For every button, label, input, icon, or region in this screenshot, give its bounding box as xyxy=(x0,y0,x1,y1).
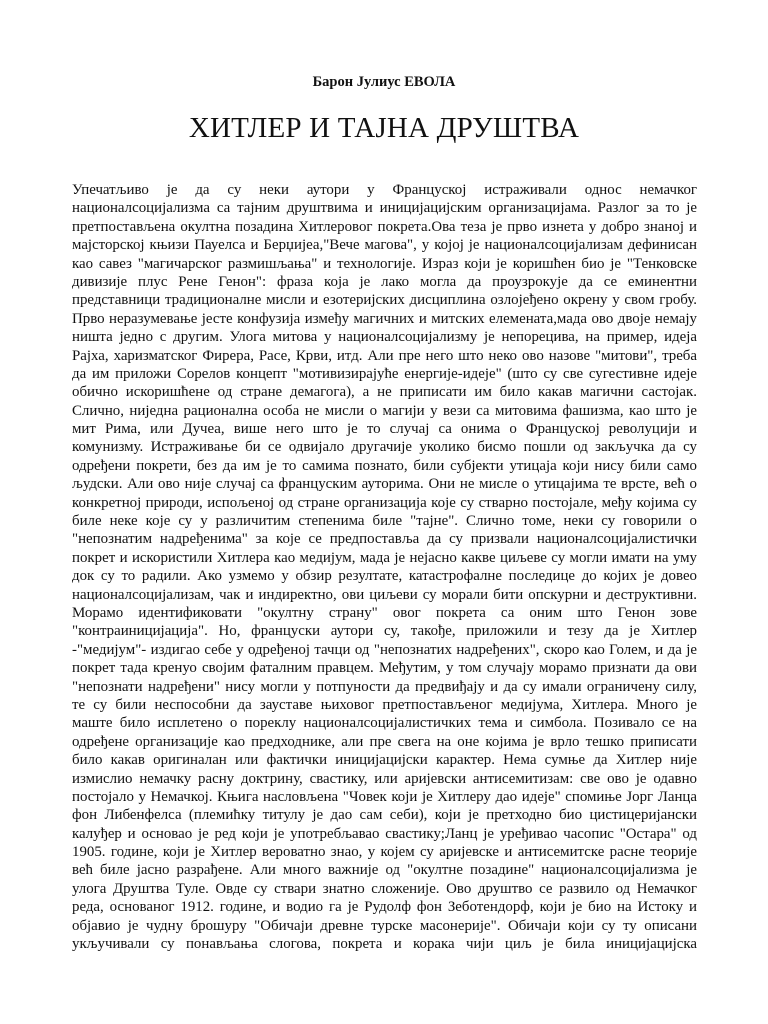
text-line: док су то радили. Ако узмемо у обзир резултате, катастрофалне последице до којих је довео xyxy=(72,568,697,585)
text-line: Прво неразумевање јесте конфузија између магичних и митских елемената,мада ово двоје немају xyxy=(72,310,697,327)
text-line: постојало у Немачкој. Књига насловљена "Човек који је Хитлеру дао идеје" спомиње Јорг Ланца xyxy=(72,788,697,805)
text-line: националсоцијализма са тајним друштвима и иницијацијским организацијама. Разлог за то је xyxy=(72,200,697,217)
text-line: калуђер и основао је ред који је употребљавао свастику;Ланц је уређивао часопис "Остара" од xyxy=(72,825,697,842)
text-line: да им приложи Сорелов концепт "мотивизирајуће енергије-идеје" (што су све сугестивне идеје xyxy=(72,365,697,382)
text-line: већ биле јасно разрађене. Али много важније од "окултне позадине" националсоцијализма је xyxy=(72,862,697,879)
text-line: дивизије плус Рене Генон": фраза која је лако могла да проузрокује да се еминентни xyxy=(72,273,697,290)
text-line: националсоцијализам, чак и индиректно, ови циљеви су морали бити опскурни и деструктивни. xyxy=(72,586,697,603)
text-line: Слично, ниједна рационална особа не мисли о магији у вези са митовима фашизма, као што је xyxy=(72,402,697,419)
text-line: претпостављена окултна позадина Хитлеровог покрета.Ова теза је прво изнета у добро знаној и xyxy=(72,218,697,235)
text-line: маште било исплетено о пореклу националсоцијалистичких тема и симбола. Позивало се на xyxy=(72,715,697,732)
text-line: фон Либенфелса (племићку титулу је дао сам себи), који је претходно био цистицеријански xyxy=(72,807,697,824)
text-line: мајсторској књизи Пауелса и Берџијеа,"Вече магова", у којој је националсоцијализам дефинисан xyxy=(72,237,697,254)
text-line: мит Рима, или Дучеа, више него што је то случај са онима о Француској револуцији и xyxy=(72,421,697,438)
text-line: објавио је чудну брошуру "Обичаји древне турске масонерије". Обичаји који су ту описани xyxy=(72,917,697,934)
text-line: конкретној природи, испољеној од стране организација које су стварно постојале, међу којима су xyxy=(72,494,697,511)
text-line: -"медијум"- издигао себе у одређеној тачци од "непознатих надређених", скоро као Голем, и да је xyxy=(72,641,697,658)
text-line: те су били неспособни да зауставе њиховог претпостављеног медијума, Хитлера. Много је xyxy=(72,696,697,713)
text-line: укључивали су понављања слогова, покрета и корака чији циљ је била иницијацијска xyxy=(72,936,697,953)
text-line: људски. Али ово није случај са француским ауторима. Они не мисле о утицајима те врсте, већ о xyxy=(72,476,697,493)
text-line: као савез "магичарског размишљања" и технологије. Израз који је коришћен био је "Тенковске xyxy=(72,255,697,272)
text-line: Морамо идентификовати "окултну страну" овог покрета са оним што Генон зове xyxy=(72,604,697,621)
text-line: измислио немачку расну доктрину, свастику, или аријевски антисемитизам: све ово је одавно xyxy=(72,770,697,787)
text-line: покрет и искористили Хитлера као медијум, мада је нејасно какве циљеве су могли имати на уму xyxy=(72,549,697,566)
text-line: покрет тада кренуо својим фаталним правцем. Међутим, у том случају морамо признати да ови xyxy=(72,660,697,677)
text-line: било какав оригиналан или фактички иницијацијски карактер. Нема сумње да Хитлер није xyxy=(72,752,697,769)
text-line: одређени покрети, без да им је то самима познато, били субјекти утицаја који нису били само xyxy=(72,457,697,474)
text-line: улога Друштва Туле. Овде су ствари знатно сложеније. Ово друштво се развило од Немачког xyxy=(72,880,697,897)
text-line: "непознати надређени" нису могли у потпуности да предвиђају и да су имали ограничену силу, xyxy=(72,678,697,695)
body-text xyxy=(72,181,697,953)
text-line: 1905. године, који је Хитлер вероватно знао, у којем су аријевске и антисемитске расне теорије xyxy=(72,844,697,861)
text-line: ништа једно с другим. Улога митова у националсоцијализму је непорецива, на пример, идеја xyxy=(72,329,697,346)
text-line: одређене организације као предходнике, али пре свега на оне којима је врло тешко приписати xyxy=(72,733,697,750)
text-line: представници традиционалне мисли и езотеријских дисциплина озлојеђено окрену у свом гробу. xyxy=(72,292,697,309)
document-title: ХИТЛЕР И ТАЈНА ДРУШТВА xyxy=(188,112,580,144)
text-line: "непознатим надређенима" за које се предпоставља да су призвали националсоцијалистички xyxy=(72,531,697,548)
text-line: Упечатљиво је да су неки аутори у Француској истраживали однос немачког xyxy=(72,182,697,198)
author-name: Барон Јулиус ЕВОЛА xyxy=(312,74,456,90)
text-line: комунизму. Истраживање би се одвијало другачије уколико бисмо пошли од закључка да су xyxy=(72,439,697,456)
text-line: реда, основаног 1912. године, и водио га је Рудолф фон Зеботендорф, који је био на Истоку и xyxy=(72,899,697,916)
text-line: обично искоришћене од стране демагога), а не приписати им било какав магични састојак. xyxy=(72,384,697,401)
text-line: биле неке које су у различитим степенима биле "тајне". Слично томе, неки су говорили о xyxy=(72,513,697,530)
text-line: Рајха, харизматског Фирера, Расе, Крви, итд. Али пре него што неко ово назове "митови", треба xyxy=(72,347,697,364)
text-line: "контраиницијација". Но, француски аутори су, такође, приложили и тезу да је Хитлер xyxy=(72,623,697,640)
